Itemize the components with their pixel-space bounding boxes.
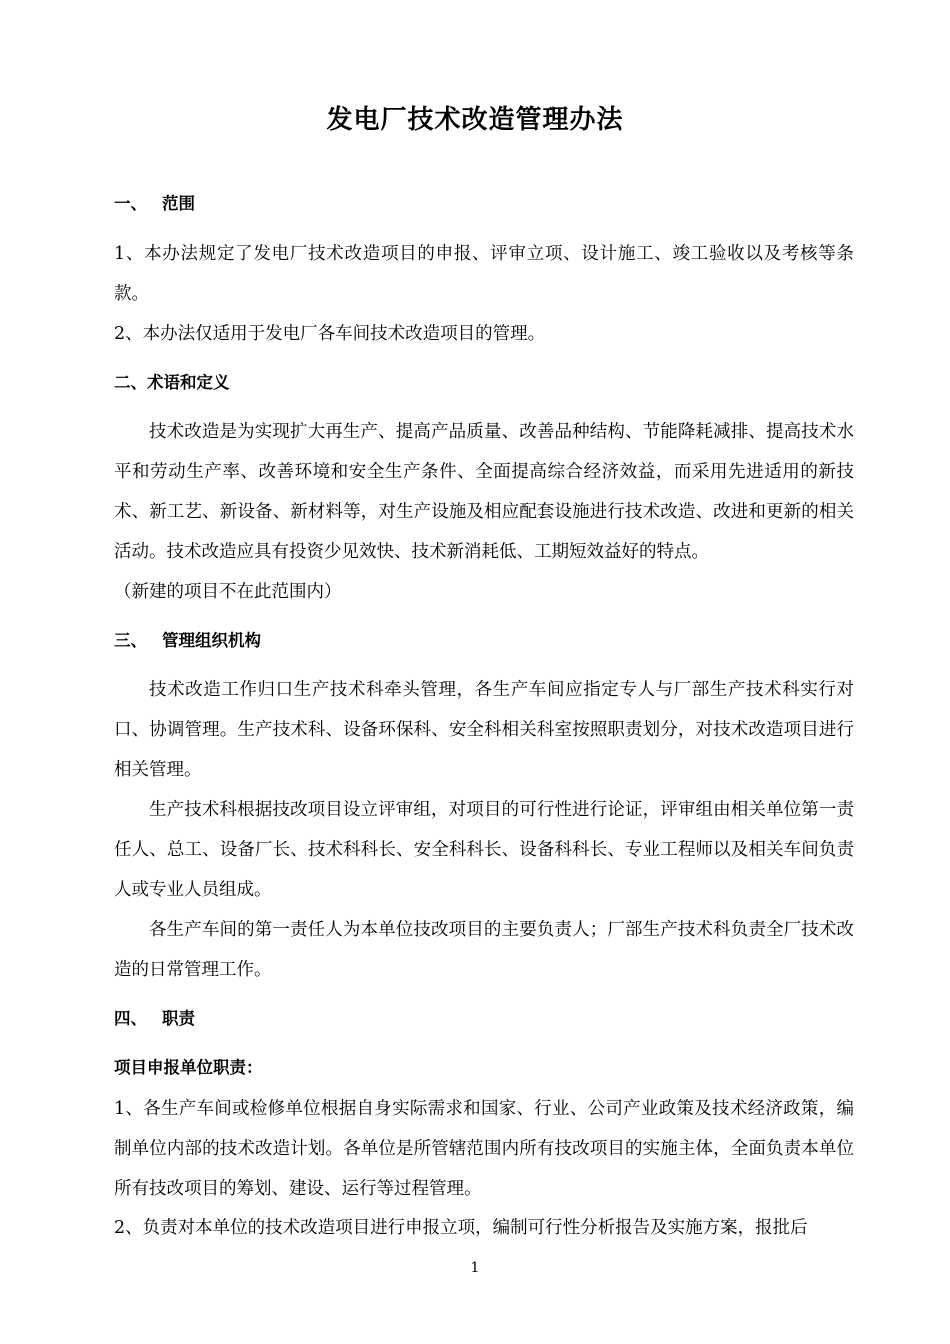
paragraph: 各生产车间的第一责任人为本单位技改项目的主要负责人；厂部生产技术科负责全厂技术改造的日常管理工作。 [114, 920, 854, 980]
section-number: 三、 [114, 631, 147, 650]
paragraph: 1、各生产车间或检修单位根据自身实际需求和国家、行业、公司产业政策及技术经济政策，编制单位内部的技术改造计划。各单位是所管辖范围内所有技改项目的实施主体，全面负责本单位所有技改项目的筹划、建设、运行等过程管理。 [114, 1099, 854, 1199]
page-number: 1 [470, 1260, 480, 1276]
section-number: 一、 [114, 194, 147, 213]
paragraph: 生产技术科根据技改项目设立评审组，对项目的可行性进行论证，评审组由相关单位第一责任人、总工、设备厂长、技术科科长、安全科科长、设备科科长、专业工程师以及相关车间负责人或专业人员组成。 [114, 800, 854, 900]
section-heading-3 [114, 621, 854, 661]
section-title: 职责 [162, 1009, 195, 1028]
section-number: 四、 [114, 1009, 147, 1028]
paragraph: 2、本办法仅适用于发电厂各车间技术改造项目的管理。 [114, 324, 546, 344]
paragraph: 技术改造工作归口生产技术科牵头管理，各生产车间应指定专人与厂部生产技术科实行对口、协调管理。生产技术科、设备环保科、安全科相关科室按照职责划分，对技术改造项目进行相关管理。 [114, 680, 854, 780]
subheading: 项目申报单位职责： [114, 1058, 263, 1077]
section-heading-1 [114, 184, 854, 224]
document-title: 发电厂技术改造管理办法 [326, 105, 624, 135]
paragraph: 2、负责对本单位的技术改造项目进行申报立项，编制可行性分析报告及实施方案，报批后 [114, 1218, 808, 1238]
section-title: 管理组织机构 [162, 631, 261, 650]
paragraph: （新建的项目不在此范围内） [114, 582, 342, 602]
section-heading-4 [114, 999, 854, 1039]
section-number: 二、 [114, 373, 147, 392]
section-title: 范围 [162, 194, 195, 213]
section-heading-2 [114, 363, 854, 403]
paragraph: 1、本办法规定了发电厂技术改造项目的申报、评审立项、设计施工、竣工验收以及考核等条款。 [114, 244, 854, 304]
paragraph: 技术改造是为实现扩大再生产、提高产品质量、改善品种结构、节能降耗减排、提高技术水平和劳动生产率、改善环境和安全生产条件、全面提高综合经济效益，而采用先进适用的新技术、新工艺、新设备、新材料等，对生产设施及相应配套设施进行技术改造、改进和更新的相关活动。技术改造应具有投资少见效快、技术新消耗低、工期短效益好的特点。 [114, 422, 854, 562]
section-title: 术语和定义 [147, 373, 230, 392]
